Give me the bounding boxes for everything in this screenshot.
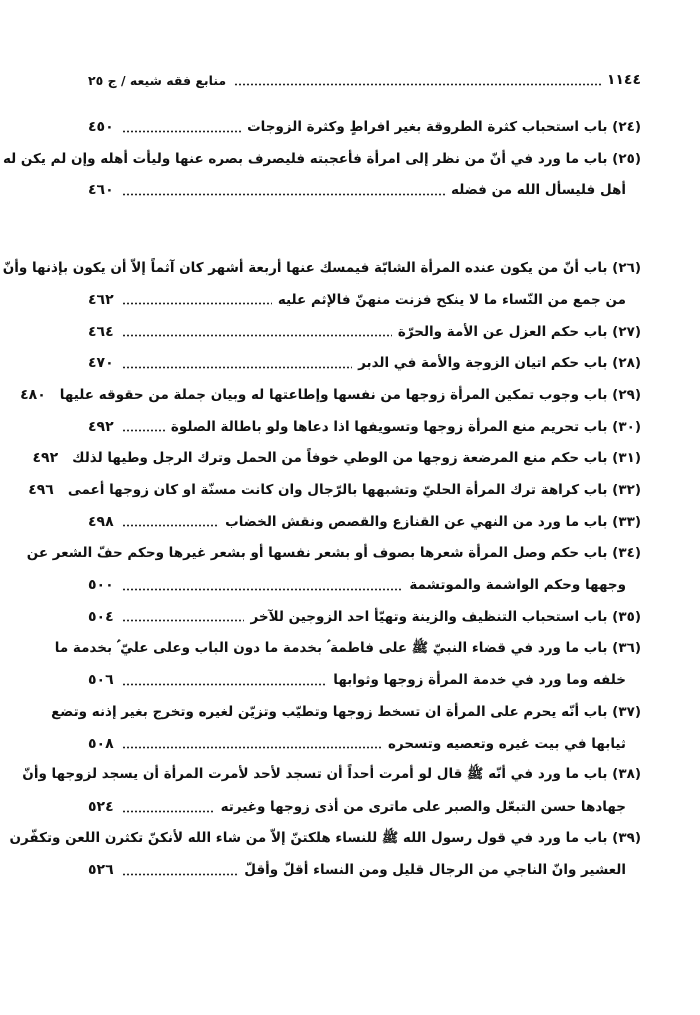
toc-entry-line — [88, 320, 641, 344]
leader-dots — [122, 746, 382, 749]
entry-title: (٢٥) باب ما ورد في أنّ من نظر إلى امرأة فأعجبته فليصرف بصره عنها وليأت أهله وإن لم يكن له — [2, 150, 641, 167]
leader-dots — [122, 334, 392, 337]
entry-page-number: ٥٠٤ — [88, 608, 114, 625]
entry-page-number: ٤٩٨ — [88, 513, 114, 530]
entry-page-number: ٤٧٠ — [88, 355, 114, 372]
leader-dots — [122, 683, 328, 686]
toc-entry-line — [2, 256, 641, 280]
page-header — [88, 68, 641, 92]
toc-entry-line — [88, 795, 626, 819]
leader-dots — [122, 524, 220, 527]
entry-title: جهادها حسن التبعّل والصبر على ماترى من أذى زوجها وغيرته — [220, 799, 626, 815]
running-title: منابع فقه شيعه / ج ٢٥ — [88, 72, 227, 88]
entry-page-number: ٥٢٦ — [88, 862, 114, 879]
toc-entry-line — [88, 115, 641, 139]
entry-title: (٢٦) باب أنّ من يكون عنده المرأة الشابّة فيمسك عنها أربعة أشهر كان آثماً إلاّ أن يكون بإذنها وأنّ — [2, 260, 641, 277]
toc-entry-line — [20, 383, 641, 407]
leader-dots — [122, 810, 215, 813]
entry-page-number: ٤٦٢ — [88, 291, 114, 308]
toc-entry-line — [88, 288, 626, 312]
entry-page-number: ٤٩٢ — [88, 418, 114, 435]
entry-title: (٣٣) باب ما ورد من النهي عن القنازع والقصص ونقش الخضاب — [225, 513, 641, 530]
entry-title: (٣٤) باب حكم وصل المرأة شعرها بصوف أو بشعر نفسها أو بشعر غيرها وحكم حفّ الشعر عن — [26, 545, 641, 562]
entry-page-number: ٤٦٤ — [88, 323, 114, 340]
entry-title: وجهها وحكم الواشمة والموتشمة — [409, 577, 626, 594]
toc-entry-line — [88, 415, 641, 439]
entry-page-number: ٤٦٠ — [88, 182, 114, 199]
leader-dots — [122, 873, 239, 876]
page-number: ١١٤٤ — [606, 72, 641, 88]
toc-entry-line — [88, 858, 626, 882]
entry-title: (٣٠) باب تحريم منع المرأة زوجها وتسويفها اذا دعاها ولو باطالة الصلوة — [170, 418, 641, 435]
toc-entry-line — [2, 147, 641, 171]
entry-title: (٣١) باب حكم منع المرضعة زوجها من الوطي خوفاً من الحمل وترك الرجل وطيها لذلك — [72, 450, 641, 467]
entry-title: (٢٧) باب حكم العزل عن الأمة والحرّة — [397, 323, 641, 340]
entry-page-number: ٤٩٦ — [28, 482, 54, 498]
entry-page-number: ٥٠٦ — [88, 672, 114, 689]
toc-entry-line — [26, 541, 641, 565]
entry-title: (٣٩) باب ما ورد في قول رسول الله ﷺ للنساء هلكتنّ إلاّ من شاء الله لأنكنّ تكثرن اللعن وتكفّرن — [9, 829, 641, 846]
entry-page-number: ٥٢٤ — [88, 799, 114, 815]
leader-dots — [122, 366, 352, 369]
toc-entry-line — [32, 446, 641, 470]
toc-entry-line — [88, 605, 641, 629]
entry-page-number: ٤٩٢ — [32, 450, 59, 467]
entry-page-number: ٤٥٠ — [88, 119, 114, 135]
entry-title: (٣٨) باب ما ورد في أنّه ﷺ قال لو أمرت أحداً أن تسجد لأحد لأمرت المرأة أن يسجد لزوجها وأنّ — [22, 766, 641, 783]
entry-title: من جمع من النّساء ما لا ينكح فزنت منهنّ فالإثم عليه — [277, 291, 626, 308]
leader-dots — [234, 83, 601, 86]
leader-dots — [122, 588, 404, 591]
entry-title: (٢٩) باب وجوب تمكين المرأة زوجها من نفسها وإطاعتها له وبيان جملة من حقوقه عليها — [59, 386, 641, 403]
toc-entry-line — [88, 351, 641, 375]
toc-entry-line — [22, 763, 641, 787]
toc-entry-line — [88, 732, 626, 756]
entry-title: خلفه وما ورد في خدمة المرأة زوجها وثوابها — [333, 672, 626, 689]
entry-page-number: ٥٠٨ — [88, 735, 114, 752]
leader-dots — [122, 193, 445, 196]
toc-entry-line — [88, 178, 626, 202]
toc-entry-line — [9, 827, 641, 851]
toc-entry-line — [54, 637, 641, 661]
leader-dots — [122, 429, 165, 432]
toc-entry-line — [88, 668, 626, 692]
leader-dots — [122, 302, 272, 305]
entry-title: العشير وانّ الناجي من الرجال قليل ومن النساء أقلّ وأقلّ — [244, 862, 626, 879]
entry-title: (٣٢) باب كراهة ترك المرأة الحليّ وتشبهها بالرّجال وان كانت مسنّة او كان زوجها أعمى — [67, 482, 641, 498]
entry-title: (٣٦) باب ما ورد في قضاء النبيّ ﷺ على فاطمة ؑ بخدمة ما دون الباب وعلى عليّ ؑ بخدمة ما — [54, 639, 641, 656]
entry-title: (٢٤) باب استحباب كثرة الطروقة بغير افراطٍ وكثرة الزوجات — [247, 119, 641, 135]
toc-entry-line — [28, 478, 641, 502]
entry-page-number: ٥٠٠ — [88, 577, 114, 594]
entry-title: (٣٥) باب استحباب التنظيف والزينة وتهيّأ احد الزوجين للآخر — [250, 608, 641, 625]
entry-title: (٣٧) باب أنّه يحرم على المرأة ان تسخط زوجها وتطيّب وتزيّن لغيره وتخرج بغير إذنه وتضع — [51, 703, 641, 720]
leader-dots — [122, 130, 241, 133]
entry-title: ثيابها في بيت غيره وتعصيه وتسحره — [387, 735, 626, 752]
leader-dots — [122, 619, 245, 622]
toc-entry-line — [88, 573, 626, 597]
entry-title: (٢٨) باب حكم اتيان الزوجة والأمة في الدبر — [358, 355, 641, 372]
toc-entry-line — [51, 700, 641, 724]
toc-entry-line — [88, 510, 641, 534]
entry-page-number: ٤٨٠ — [20, 386, 46, 403]
entry-title: أهل فليسأل الله من فضله — [451, 182, 626, 199]
